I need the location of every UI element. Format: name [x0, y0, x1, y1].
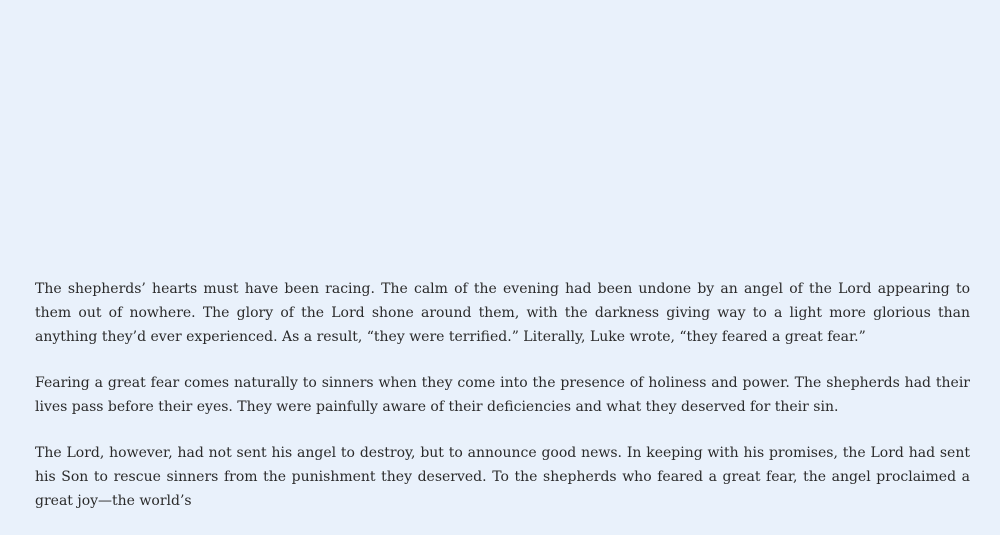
article-body	[35, 277, 970, 535]
paragraph-2: Fearing a great fear comes naturally to sinners when they come into the presence of holiness and power. The shepherds had their lives pass before their eyes. They were painfully aware of their deficiencies and what they deserved for their sin.	[35, 375, 970, 415]
paragraph-3: The Lord, however, had not sent his angel to destroy, but to announce good news. In keeping with his promises, the Lord had sent his Son to rescue sinners from the punishment they deserved. To the shepherds who feared a great fear, the angel proclaimed a great joy—the world’s	[35, 445, 970, 509]
paragraph-1: The shepherds’ hearts must have been racing. The calm of the evening had been undone by an angel of the Lord appearing to them out of nowhere. The glory of the Lord shone around them, with the darkness giving way to a light more glorious than anything they’d ever experienced. As a result, “they were terrified.” Literally, Luke wrote, “they feared a great fear.”	[35, 281, 970, 345]
